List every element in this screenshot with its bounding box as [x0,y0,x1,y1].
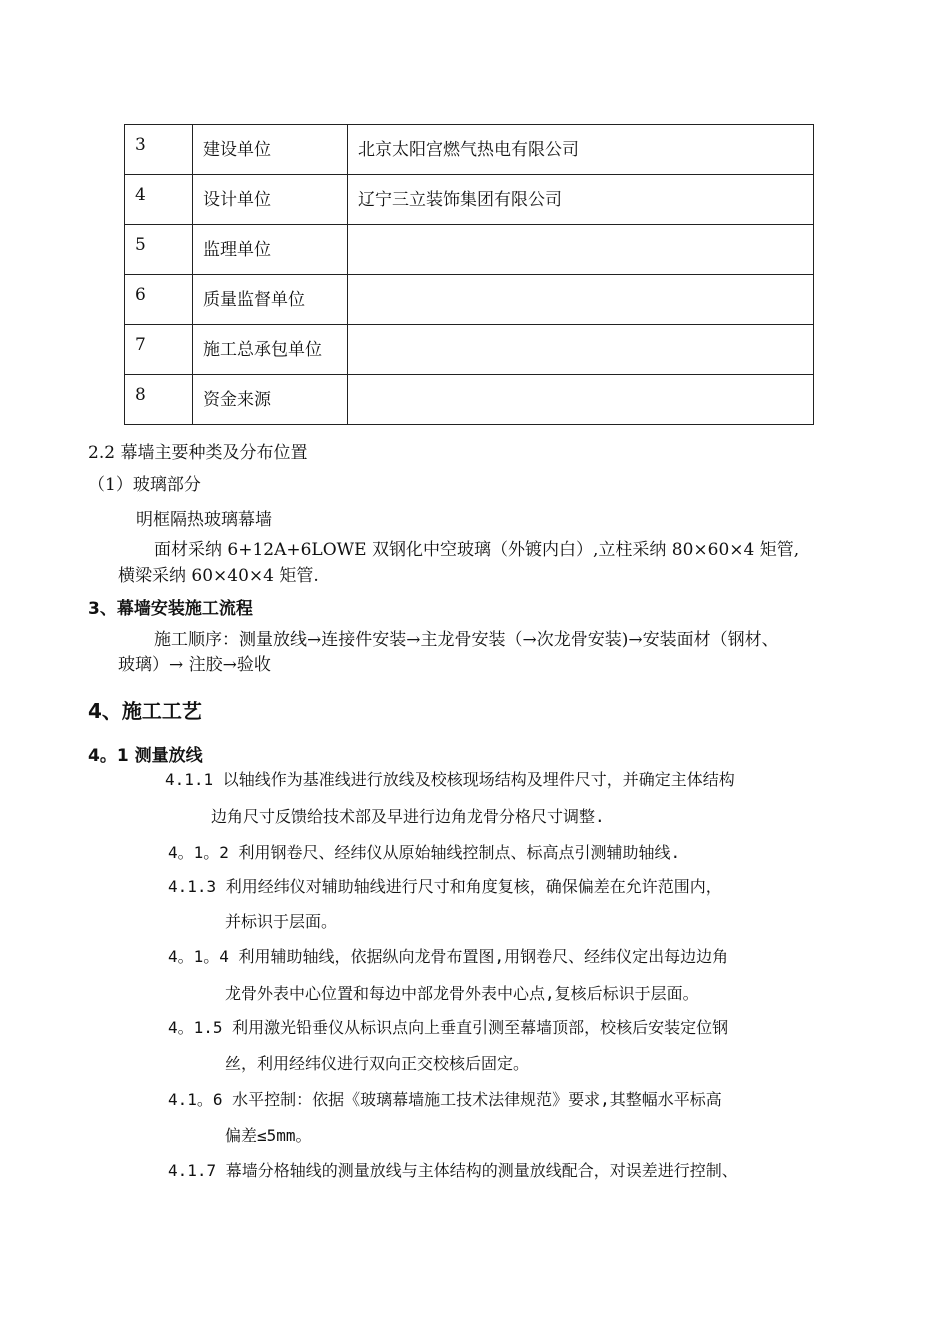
table-row [125,125,814,175]
step-4-1-3-line-1: 4.1.3 利用经纬仪对辅助轴线进行尺寸和角度复核，确保偏差在允许范围内， [168,877,722,896]
table-row [125,375,814,425]
row-value [348,375,814,425]
step-4-1-5-line-2: 丝，利用经纬仪进行双向正交校核后固定。 [225,1054,530,1073]
row-number: 7 [125,325,193,375]
row-value: 北京太阳宫燃气热电有限公司 [348,125,814,175]
section-4-1-heading: 4。1 测量放线 [88,746,203,766]
row-item: 资金来源 [193,375,348,425]
process-line-1: 施工顺序：测量放线→连接件安装→主龙骨安装（→次龙骨安装)→安装面材（钢材、 [154,630,779,650]
row-number: 6 [125,275,193,325]
section-3-heading: 3、幕墙安装施工流程 [88,599,253,619]
row-item: 建设单位 [193,125,348,175]
row-number: 4 [125,175,193,225]
row-value [348,325,814,375]
table-row [125,325,814,375]
row-value: 辽宁三立装饰集团有限公司 [348,175,814,225]
curtain-wall-type: 明框隔热玻璃幕墙 [136,510,272,530]
process-line-2: 玻璃）→ 注胶→验收 [118,655,271,675]
step-4-1-1-line-1: 4.1.1 以轴线作为基准线进行放线及校核现场结构及埋件尺寸，并确定主体结构 [165,770,735,789]
row-item: 设计单位 [193,175,348,225]
table-row [125,275,814,325]
step-4-1-6-line-2: 偏差≤5mm。 [225,1126,312,1145]
section-4-heading: 4、施工工艺 [88,699,202,723]
row-number: 8 [125,375,193,425]
step-4-1-5-line-1: 4。1.5 利用激光铅垂仪从标识点向上垂直引测至幕墙顶部，校核后安装定位钢 [168,1018,729,1037]
row-value [348,225,814,275]
row-number: 5 [125,225,193,275]
row-number: 3 [125,125,193,175]
step-4-1-4-line-2: 龙骨外表中心位置和每边中部龙骨外表中心点,复核后标识于层面。 [225,984,699,1003]
section-2-2-heading: 2.2 幕墙主要种类及分布位置 [88,443,308,463]
step-4-1-1-line-2: 边角尺寸反馈给技术部及早进行边角龙骨分格尺寸调整. [211,807,605,826]
row-item: 施工总承包单位 [193,325,348,375]
step-4-1-2-line-1: 4。1。2 利用钢卷尺、经纬仪从原始轴线控制点、标高点引测辅助轴线. [168,843,681,862]
material-desc-line-1: 面材采纳 6+12A+6LOWE 双钢化中空玻璃（外镀内白）,立柱采纳 80×60×4 矩管, [154,540,800,560]
material-desc-line-2: 横梁采纳 60×40×4 矩管. [118,566,319,586]
step-4-1-4-line-1: 4。1。4 利用辅助轴线，依据纵向龙骨布置图,用钢卷尺、经纬仪定出每边边角 [168,947,729,966]
step-4-1-6-line-1: 4.1。6 水平控制：依据《玻璃幕墙施工技术法律规范》要求,其整幅水平标高 [168,1090,722,1109]
step-4-1-3-line-2: 并标识于层面。 [225,912,338,931]
subsection-glass-heading: （1）玻璃部分 [88,475,201,495]
row-item: 质量监督单位 [193,275,348,325]
table-row [125,225,814,275]
project-info-table [124,124,814,425]
table-row [125,175,814,225]
row-value [348,275,814,325]
row-item: 监理单位 [193,225,348,275]
step-4-1-7-line-1: 4.1.7 幕墙分格轴线的测量放线与主体结构的测量放线配合，对误差进行控制、 [168,1161,738,1180]
